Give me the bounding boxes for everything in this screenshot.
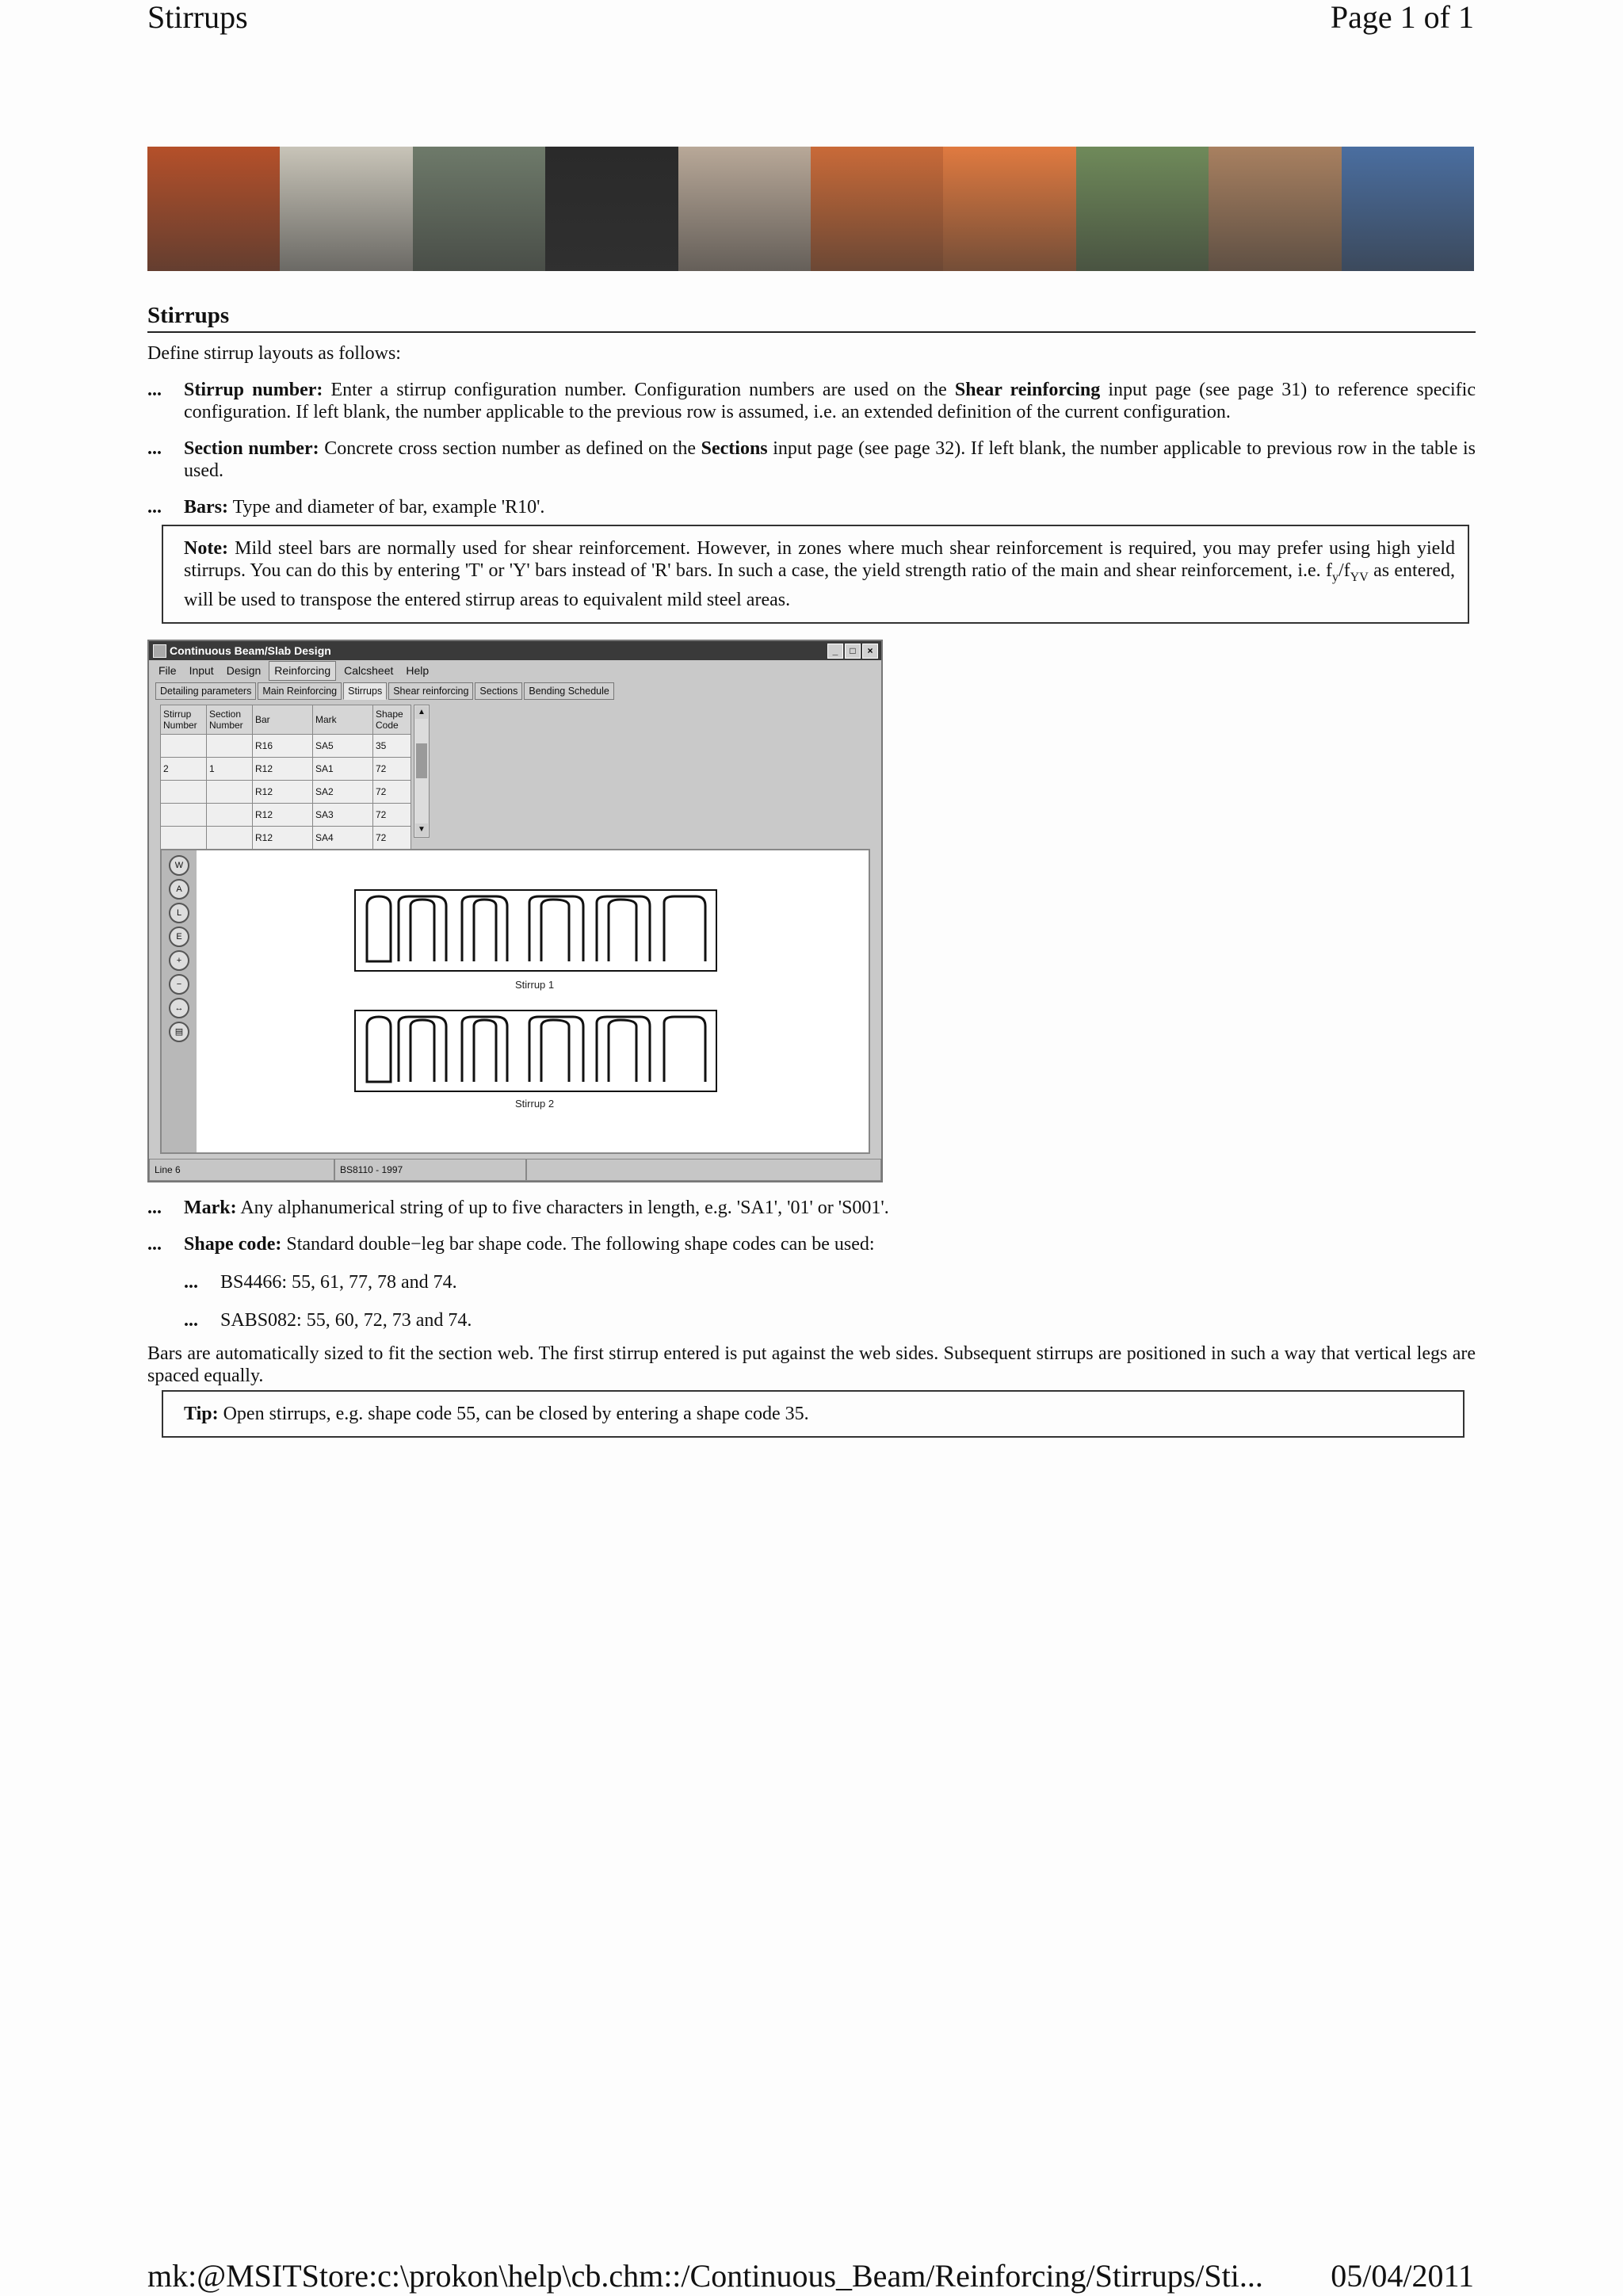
app-icon: [153, 644, 166, 658]
table-cell[interactable]: 35: [373, 734, 411, 757]
bullet: ...: [147, 497, 162, 518]
banner-photo-segment: [280, 147, 412, 271]
table-cell[interactable]: [161, 826, 207, 849]
section-title: Stirrups: [147, 301, 1476, 333]
menu-reinforcing[interactable]: Reinforcing: [269, 661, 336, 681]
bullet: ...: [147, 1197, 162, 1218]
menu-help[interactable]: Help: [406, 663, 430, 677]
banner-photo-segment: [678, 147, 811, 271]
stirrup-drawings: [197, 850, 869, 1152]
banner-photo-segment: [1209, 147, 1341, 271]
footer-date: 05/04/2011: [1331, 2258, 1474, 2294]
item-text: SABS082: 55, 60, 72, 73 and 74.: [220, 1309, 472, 1331]
bullet: ...: [147, 380, 162, 400]
item-text: input page (see page 32). If left blank, the number applicable to previous row in the table is used.: [184, 438, 1476, 481]
menu-file[interactable]: File: [158, 663, 177, 677]
menu-bar: [149, 660, 881, 681]
table-cell[interactable]: SA1: [313, 757, 373, 780]
table-row: [161, 803, 411, 826]
zoom-window-icon[interactable]: W: [169, 855, 189, 876]
bullet: ...: [184, 1309, 198, 1331]
table-cell[interactable]: 72: [373, 826, 411, 849]
item-bold-ref: Sections: [701, 438, 768, 459]
banner-image: [147, 147, 1474, 271]
column-header: Section Number: [207, 705, 253, 734]
table-cell[interactable]: 72: [373, 757, 411, 780]
banner-photo-segment: [545, 147, 678, 271]
intro-text: Define stirrup layouts as follows:: [147, 343, 401, 364]
footer-url: mk:@MSITStore:c:\prokon\help\cb.chm::/Continuous_Beam/Reinforcing/Stirrups/Sti...: [147, 2258, 1263, 2294]
status-line: Line 6: [149, 1159, 334, 1181]
item-text: Type and diameter of bar, example 'R10'.: [228, 497, 545, 518]
status-code: BS8110 - 1997: [334, 1159, 526, 1181]
banner-photo-segment: [413, 147, 545, 271]
header-title: Stirrups: [147, 0, 248, 35]
tab-sections[interactable]: Sections: [475, 682, 522, 700]
note-box: [162, 525, 1469, 624]
maximize-icon[interactable]: □: [845, 644, 861, 659]
scroll-thumb[interactable]: [416, 743, 427, 778]
note-text: as entered, will be used to transpose the entered stirrup areas to equivalent mild steel areas.: [184, 560, 1456, 610]
table-cell[interactable]: [207, 734, 253, 757]
column-header: Mark: [313, 705, 373, 734]
tab-stirrups[interactable]: Stirrups: [343, 682, 387, 700]
table-cell[interactable]: SA4: [313, 826, 373, 849]
closing-paragraph: Bars are automatically sized to fit the section web. The first stirrup entered is put against the web sides. Subsequent stirrups are positioned in such a way that vertical legs are spaced equally.: [147, 1343, 1476, 1386]
list-item-mark: [147, 1197, 1476, 1219]
document-body: [147, 301, 1476, 1438]
tab-strip: [155, 682, 875, 700]
app-screenshot: [147, 640, 883, 1182]
list-item-bars: [147, 496, 1476, 518]
tab-bending-schedule[interactable]: Bending Schedule: [524, 682, 613, 700]
table-cell[interactable]: 72: [373, 803, 411, 826]
banner-photo-segment: [1342, 147, 1474, 271]
header-page-number: Page 1 of 1: [1330, 0, 1474, 35]
menu-calcsheet[interactable]: Calcsheet: [344, 663, 394, 677]
bullet: ...: [184, 1271, 198, 1293]
item-text: Any alphanumerical string of up to five characters in length, e.g. 'SA1', '01' or 'S001'.: [236, 1197, 889, 1218]
table-cell[interactable]: [207, 803, 253, 826]
table-cell[interactable]: 2: [161, 757, 207, 780]
table-cell[interactable]: [161, 803, 207, 826]
item-bold-ref: Shear reinforcing: [954, 380, 1101, 400]
table-row: [161, 757, 411, 780]
tab-main-reinforcing[interactable]: Main Reinforcing: [258, 682, 342, 700]
table-header-row: [161, 705, 411, 734]
table-cell[interactable]: R12: [253, 826, 313, 849]
table-cell[interactable]: R12: [253, 757, 313, 780]
note-text: Mild steel bars are normally used for shear reinforcement. However, in zones where much shear reinforcement is required, you may prefer using high yield stirrups. You can do this by entering 'T' or 'Y' bars instead of 'R' bars. In such a case, the yield strength ratio of the main and shear reinforcement, i.e. f: [184, 538, 1455, 581]
table-cell[interactable]: 1: [207, 757, 253, 780]
pan-icon[interactable]: ↔: [169, 998, 189, 1018]
menu-input[interactable]: Input: [189, 663, 214, 677]
list-item-shape-code: [147, 1233, 1476, 1255]
list-item-sabs082: [184, 1309, 1476, 1331]
print-icon[interactable]: ▤: [169, 1022, 189, 1042]
list-item-stirrup-number: [147, 379, 1476, 423]
list-item-section-number: [147, 437, 1476, 482]
column-header: Shape Code: [373, 705, 411, 734]
item-label: Stirrup number:: [184, 380, 323, 400]
table-cell[interactable]: [161, 780, 207, 803]
zoom-extents-icon[interactable]: E: [169, 926, 189, 947]
banner-photo-segment: [943, 147, 1075, 271]
item-label: Section number:: [184, 438, 319, 459]
list-item-bs4466: [184, 1271, 1476, 1293]
banner-photo-segment: [147, 147, 280, 271]
zoom-in-icon[interactable]: +: [169, 950, 189, 971]
menu-design[interactable]: Design: [226, 663, 262, 677]
table-row: [161, 826, 411, 849]
bullet: ...: [147, 1233, 162, 1255]
scroll-down-icon[interactable]: ▼: [415, 823, 428, 836]
item-text: input page (see page 31) to reference specific configuration. If left blank, the number applicable to the previous row is assumed, i.e. an extended definition of the current configuration.: [184, 380, 1476, 422]
table-cell[interactable]: SA3: [313, 803, 373, 826]
bullet: ...: [147, 438, 162, 459]
table-cell[interactable]: [161, 734, 207, 757]
zoom-toolbar: [162, 850, 197, 1152]
stirrup-1-drawing: [355, 890, 716, 971]
tip-text: Open stirrups, e.g. shape code 55, can be closed by entering a shape code 35.: [218, 1403, 809, 1424]
table-scrollbar[interactable]: [414, 705, 430, 838]
note-label: Note:: [184, 538, 228, 559]
tab-shear-reinforcing[interactable]: Shear reinforcing: [388, 682, 473, 700]
banner-photo-segment: [811, 147, 943, 271]
window-titlebar: [149, 641, 881, 660]
table-cell[interactable]: SA2: [313, 780, 373, 803]
stirrup-2-caption: Stirrup 2: [515, 1097, 555, 1110]
zoom-all-icon[interactable]: A: [169, 879, 189, 900]
note-subscript: YV: [1350, 570, 1369, 584]
zoom-last-icon[interactable]: L: [169, 903, 189, 923]
table-row: [161, 780, 411, 803]
status-bar: [149, 1159, 881, 1181]
column-header: Bar: [253, 705, 313, 734]
drawing-area: [160, 849, 870, 1154]
note-subscript: y: [1331, 570, 1338, 584]
table-cell[interactable]: R16: [253, 734, 313, 757]
scroll-up-icon[interactable]: ▲: [415, 706, 428, 719]
table-cell[interactable]: SA5: [313, 734, 373, 757]
note-text: /f: [1338, 560, 1350, 581]
item-label: Bars:: [184, 497, 228, 518]
stirrup-2-drawing: [355, 1010, 716, 1091]
item-text: Standard double−leg bar shape code. The following shape codes can be used:: [281, 1233, 875, 1255]
minimize-icon[interactable]: _: [827, 644, 843, 659]
table-cell[interactable]: R12: [253, 803, 313, 826]
zoom-out-icon[interactable]: −: [169, 974, 189, 995]
stirrup-1-caption: Stirrup 1: [515, 978, 555, 991]
item-label: Mark:: [184, 1197, 237, 1218]
column-header: Stirrup Number: [161, 705, 207, 734]
item-label: Shape code:: [184, 1233, 282, 1255]
table-cell[interactable]: R12: [253, 780, 313, 803]
window-controls: [827, 644, 878, 659]
tab-detailing-parameters[interactable]: Detailing parameters: [155, 682, 256, 700]
table-cell[interactable]: [207, 780, 253, 803]
table-cell[interactable]: 72: [373, 780, 411, 803]
table-row: [161, 734, 411, 757]
stirrup-table: [160, 705, 411, 873]
window-title: Continuous Beam/Slab Design: [170, 644, 331, 657]
item-text: BS4466: 55, 61, 77, 78 and 74.: [220, 1271, 457, 1293]
table-cell[interactable]: [207, 826, 253, 849]
banner-photo-segment: [1076, 147, 1209, 271]
tip-box: [162, 1390, 1465, 1438]
close-icon[interactable]: ×: [862, 644, 878, 659]
item-text: Concrete cross section number as defined on the: [319, 438, 701, 459]
tip-label: Tip:: [184, 1403, 219, 1424]
item-text: Enter a stirrup configuration number. Configuration numbers are used on the: [323, 380, 955, 400]
status-empty: [526, 1159, 881, 1181]
